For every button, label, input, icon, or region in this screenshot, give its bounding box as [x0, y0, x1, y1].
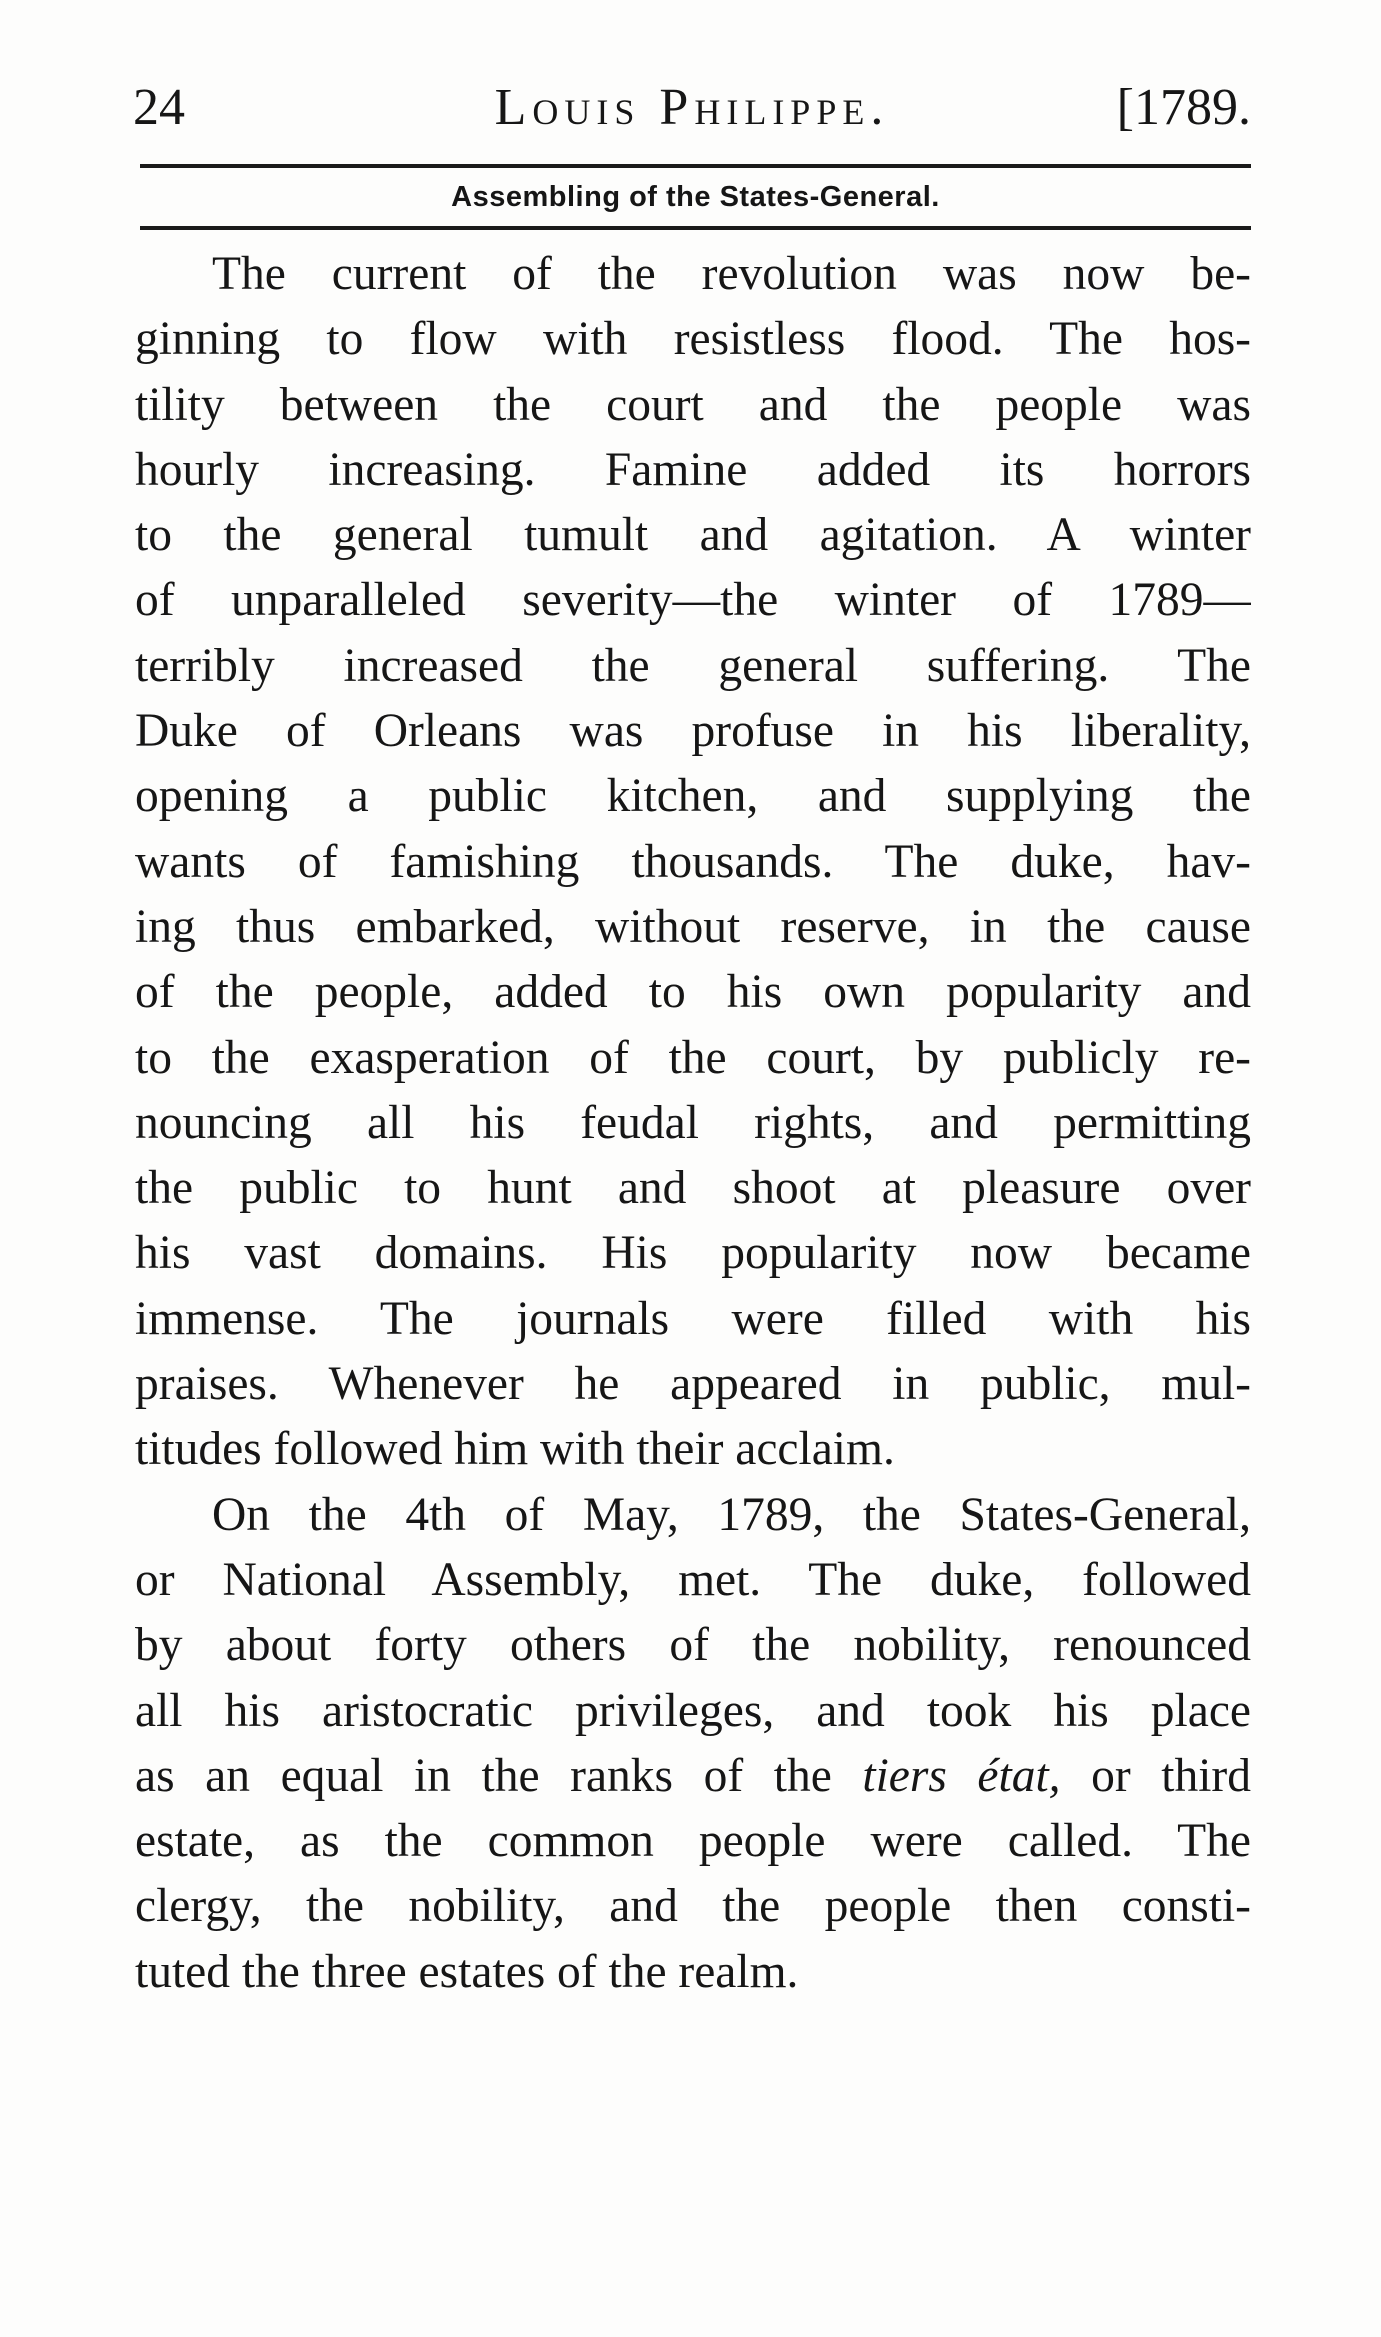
- header-year: [1789.: [1116, 79, 1251, 136]
- text-line: immense. The journals were filled with his: [135, 1292, 1251, 1345]
- body-text: [135, 242, 1251, 2005]
- text-line: tuted the three estates of the realm.: [135, 1945, 799, 1998]
- text-line: to the general tumult and agitation. A winter: [135, 509, 1251, 562]
- text-line: or National Assembly, met. The duke, followed: [135, 1553, 1251, 1606]
- text-line: opening a public kitchen, and supplying the: [135, 770, 1251, 823]
- text-line: wants of famishing thousands. The duke, hav-: [135, 835, 1251, 888]
- text-line: of unparalleled severity—the winter of 1789—: [135, 574, 1251, 627]
- text-line: titudes followed him with their acclaim.: [135, 1423, 895, 1476]
- running-title: Louis Philippe.: [494, 79, 890, 136]
- text-line: of the people, added to his own popularity and: [135, 966, 1251, 1019]
- text-segment: or third: [1060, 1749, 1251, 1802]
- text-line: terribly increased the general suffering. The: [135, 639, 1251, 692]
- text-line-with-italic: [135, 1744, 1251, 1809]
- text-line: Duke of Orleans was profuse in his liberality,: [135, 705, 1251, 758]
- text-line: ginning to flow with resistless flood. The hos-: [135, 313, 1251, 366]
- text-line: praises. Whenever he appeared in public, mul-: [135, 1358, 1251, 1411]
- header-rule-top: [140, 164, 1251, 168]
- text-line: ing thus embarked, without reserve, in the cause: [135, 900, 1251, 953]
- text-line: hourly increasing. Famine added its horrors: [135, 443, 1251, 496]
- text-line: estate, as the common people were called. The: [135, 1815, 1251, 1868]
- text-line: clergy, the nobility, and the people then consti-: [135, 1880, 1251, 1933]
- italic-phrase: tiers état,: [862, 1749, 1061, 1802]
- header-rule-bottom: [140, 226, 1251, 230]
- text-line: the public to hunt and shoot at pleasure over: [135, 1162, 1251, 1215]
- section-subheading: Assembling of the States-General.: [451, 181, 940, 213]
- text-segment: as an equal in the ranks of the: [135, 1749, 863, 1802]
- text-line: all his aristocratic privileges, and took his place: [135, 1684, 1251, 1737]
- text-line: his vast domains. His popularity now became: [135, 1227, 1251, 1280]
- text-line: to the exasperation of the court, by publicly re-: [135, 1031, 1251, 1084]
- text-line: by about forty others of the nobility, renounced: [135, 1619, 1251, 1672]
- text-line: On the 4th of May, 1789, the States-General,: [212, 1488, 1251, 1541]
- text-line: The current of the revolution was now be-: [212, 248, 1251, 300]
- text-line: nouncing all his feudal rights, and permitting: [135, 1096, 1251, 1149]
- text-line: tility between the court and the people was: [135, 378, 1251, 431]
- page-header: [133, 72, 1251, 144]
- page-number: 24: [133, 79, 185, 136]
